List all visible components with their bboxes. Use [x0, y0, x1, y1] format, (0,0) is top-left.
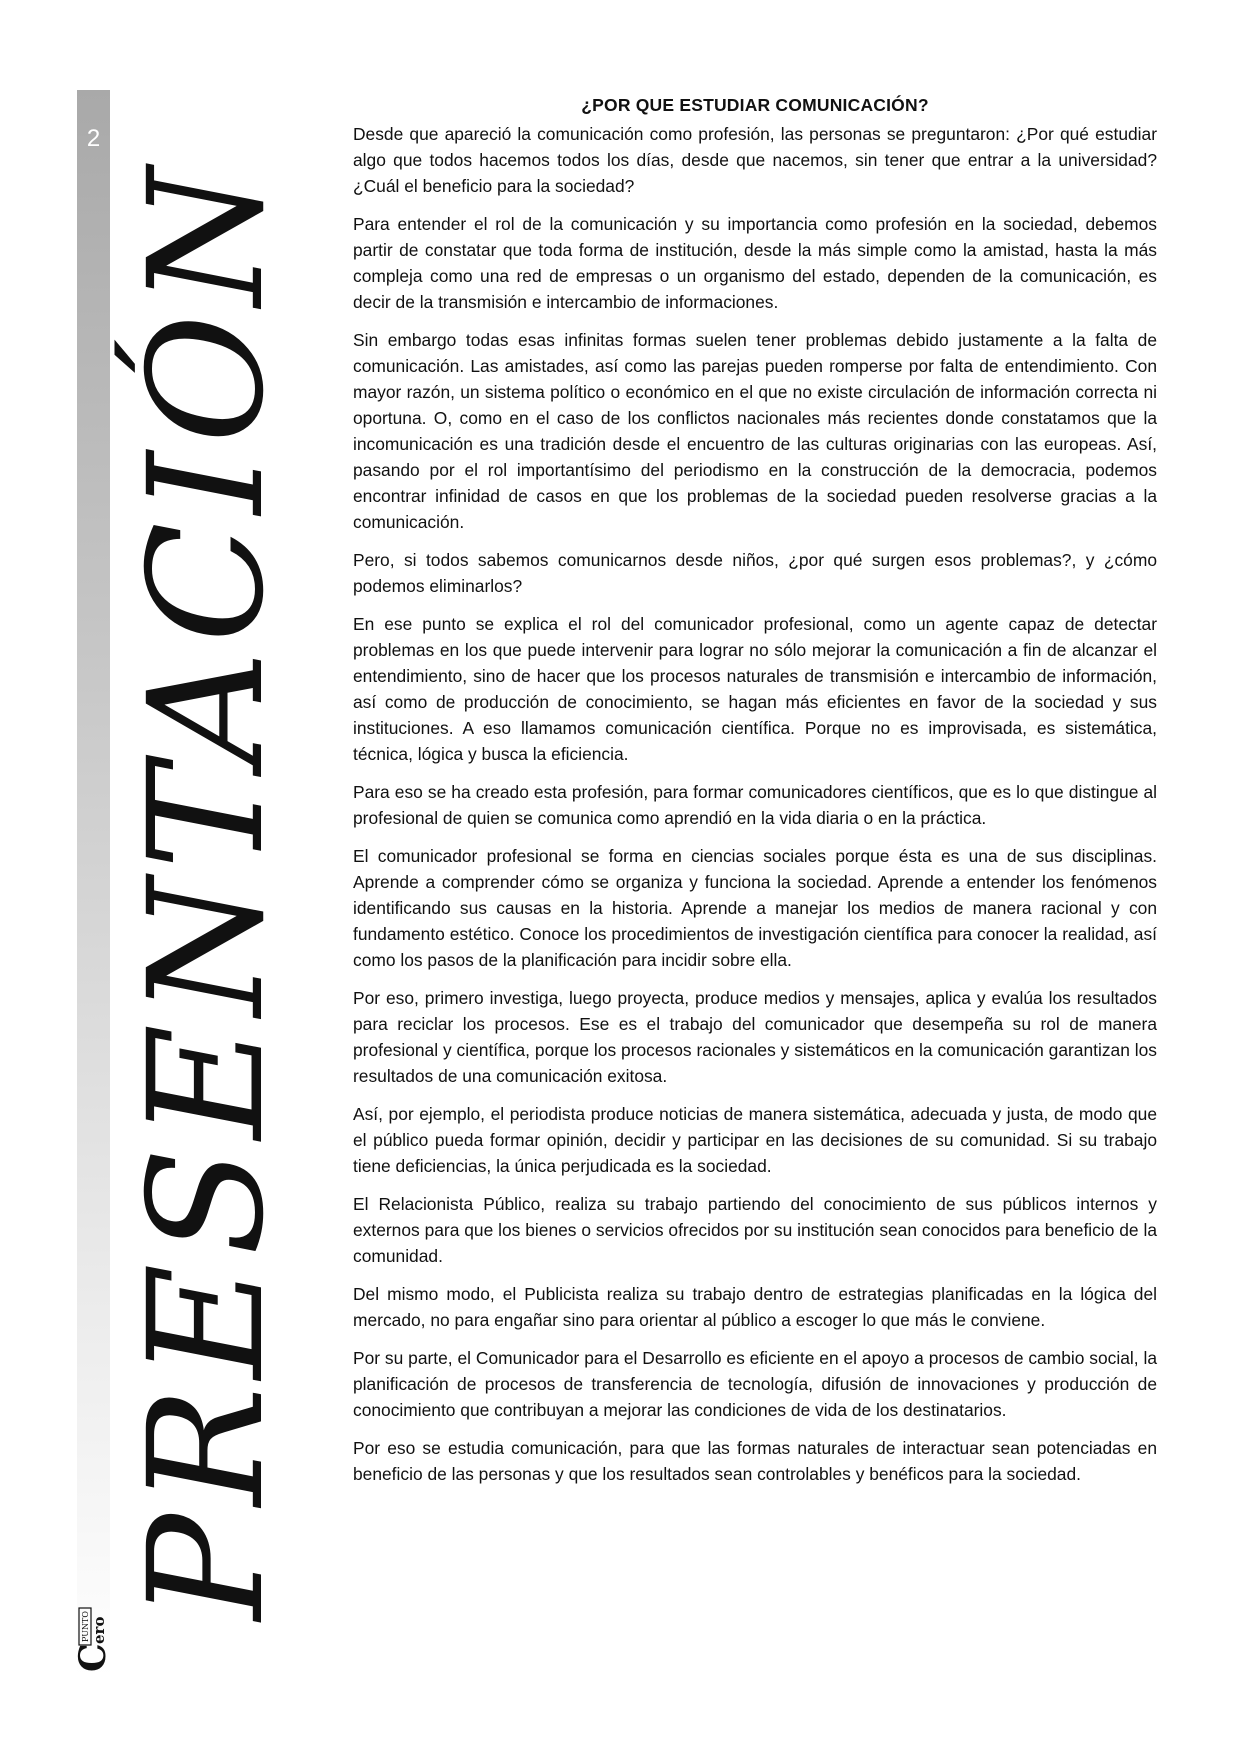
side-gradient-band [77, 90, 110, 1678]
logo-small-text: PUNTO [81, 1611, 90, 1642]
paragraph: Sin embargo todas esas infinitas formas suelen tener problemas debido justamente a la falta de comunicación. Las amistades, así como las parejas pueden romperse por falta de entendimiento. Con mayor razón, un sistema político o económico en el que no existe circulación de información correcta ni oportuna. O, como en el caso de los conflictos nacionales más recientes donde constatamos que la incomunicación es una tradición desde el encuentro de las culturas originarias con las europeas. Así, pasando por el rol importantísimo del periodismo en la construcción de la democracia, podemos encontrar infinidad de casos en que los problemas de la sociedad pueden resolverse gracias a la comunicación. [353, 330, 1157, 532]
paragraph: El comunicador profesional se forma en ciencias sociales porque ésta es una de sus disciplinas. Aprende a comprender cómo se organiza y funciona la sociedad. Aprende a entender los fenómenos identificando sus causas en la historia. Aprende a manejar los medios de manera racional y con fundamento estético. Conoce los procedimientos de investigación científica para conocer la realidad, así como los pasos de la planificación para incidir sobre ella. [353, 846, 1157, 970]
logo-rest-text: ero [90, 1616, 108, 1644]
paragraph: Del mismo modo, el Publicista realiza su trabajo dentro de estrategias planificadas en la lógica del mercado, no para engañar sino para orientar al público a escoger lo que más le conviene. [353, 1284, 1157, 1330]
article-heading: ¿POR QUE ESTUDIAR COMUNICACIÓN? [581, 95, 929, 115]
punto-cero-logo [72, 1570, 114, 1675]
paragraph: En ese punto se explica el rol del comunicador profesional, como un agente capaz de detectar problemas en los que puede intervenir para lograr no sólo mejorar la comunicación a fin de alcanzar el entendimiento, sino de hacer que los procesos naturales de transmisión e intercambio de información, así como de producción de conocimiento, se hagan más eficientes en favor de la sociedad y sus instituciones. A eso llamamos comunicación científica. Porque no es improvisada, es sistemática, técnica, lógica y busca la eficiencia. [353, 614, 1157, 764]
section-title: PRESENTACIÓN [115, 159, 299, 1621]
article-body [353, 95, 1157, 1499]
page-number: 2 [86, 125, 101, 152]
paragraph: Desde que apareció la comunicación como profesión, las personas se preguntaron: ¿Por qué estudiar algo que todos hacemos todos los días, desde que nacemos, sin tener que entrar a la universidad? ¿Cuál el beneficio para la sociedad? [353, 124, 1157, 196]
paragraph: Para entender el rol de la comunicación y su importancia como profesión en la sociedad, debemos partir de constatar que toda forma de institución, desde la más simple como la amistad, hasta la más compleja como una red de empresas o un organismo del estado, dependen de la comunicación, es decir de la transmisión e intercambio de informaciones. [353, 214, 1157, 312]
paragraph: Para eso se ha creado esta profesión, para formar comunicadores científicos, que es lo que distingue al profesional de quien se comunica como aprendió en la vida diaria o en la práctica. [353, 782, 1157, 828]
paragraph: Por eso, primero investiga, luego proyecta, produce medios y mensajes, aplica y evalúa los resultados para reciclar los procesos. Ese es el trabajo del comunicador que desempeña su rol de manera profesional y científica, porque los procesos racionales y sistemáticos en la comunicación garantizan los resultados de una comunicación exitosa. [353, 988, 1157, 1086]
section-title-column [115, 90, 299, 1690]
paragraph: Por eso se estudia comunicación, para que las formas naturales de interactuar sean potenciadas en beneficio de las personas y que los resultados sean controlables y benéficos para la sociedad. [353, 1438, 1157, 1484]
paragraph: Por su parte, el Comunicador para el Desarrollo es eficiente en el apoyo a procesos de cambio social, la planificación de procesos de transferencia de tecnología, difusión de innovaciones y producción de conocimiento que contribuyan a mejorar las condiciones de vida de los destinatarios. [353, 1348, 1157, 1420]
paragraph: Así, por ejemplo, el periodista produce noticias de manera sistemática, adecuada y justa, de modo que el público pueda formar opinión, decidir y participar en las decisiones de su comunidad. Si su trabajo tiene deficiencias, la única perjudicada es la sociedad. [353, 1104, 1157, 1176]
paragraph: Pero, si todos sabemos comunicarnos desde niños, ¿por qué surgen esos problemas?, y ¿cómo podemos eliminarlos? [353, 550, 1157, 596]
paragraph: El Relacionista Público, realiza su trabajo partiendo del conocimiento de sus públicos internos y externos para que los bienes o servicios ofrecidos por su institución sean conocidos para beneficio de la comunidad. [353, 1194, 1157, 1266]
logo-big-letter: C [72, 1643, 114, 1672]
